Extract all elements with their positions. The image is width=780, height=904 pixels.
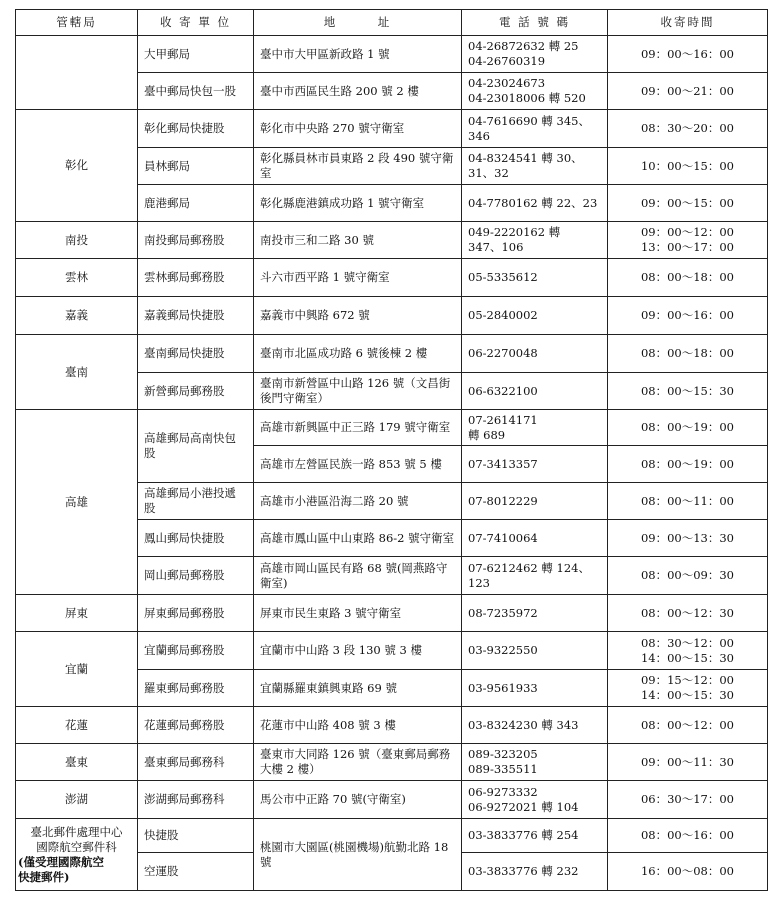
phone-line: 轉 689 [468,427,506,442]
unit-cell: 大甲郵局 [138,36,254,73]
unit-cell: 快捷股 [138,819,254,853]
address-cell: 南投市三和二路 30 號 [254,222,462,259]
hours-cell [608,36,768,73]
address-cell: 臺中市西區民生路 200 號 2 樓 [254,73,462,110]
unit-cell: 空運股 [138,853,254,891]
hours-cell [608,632,768,670]
address-cell: 臺南市新營區中山路 126 號（文昌街後門守衛室） [254,373,462,410]
table-row [16,259,768,297]
address-cell: 桃園市大園區(桃園機場)航勤北路 18 號 [254,819,462,891]
phone-line: 06-9273332 [468,784,538,799]
address-cell: 高雄市新興區中正三路 179 號守衛室 [254,410,462,446]
address-cell: 彰化市中央路 270 號守衛室 [254,110,462,148]
hours-line: 08：00～18：00 [640,346,735,360]
table-row [16,632,768,670]
region-cell: 彰化 [16,110,138,222]
region-line: 臺北郵件處理中心 [30,824,123,839]
phone-line: 07-3413357 [468,456,538,471]
phone-cell [462,446,608,483]
hours-cell [608,744,768,781]
region-cell: 臺東 [16,744,138,781]
phone-line: 347、106 [468,240,524,254]
phone-line: 03-9561933 [468,680,538,695]
hours-cell [608,110,768,148]
hours-cell [608,557,768,595]
phone-line: 07-6212462 轉 124、 [468,560,590,575]
region-note-line: (僅受理國際航空 [18,854,104,869]
phone-line: 04-7616690 轉 345、 [468,113,590,128]
unit-cell: 岡山郵局郵務股 [138,557,254,595]
table-row [16,110,768,148]
address-cell: 花蓮市中山路 408 號 3 樓 [254,707,462,744]
hours-cell [608,819,768,853]
hours-cell [608,595,768,632]
unit-cell: 臺東郵局郵務科 [138,744,254,781]
header-hours: 收寄時間 [608,10,768,36]
address-cell: 高雄市岡山區民有路 68 號(岡燕路守衛室) [254,557,462,595]
phone-line: 03-3833776 轉 254 [468,828,579,842]
phone-cell [462,222,608,259]
phone-line: 04-26872632 轉 25 [468,39,579,53]
unit-cell: 新營郵局郵務股 [138,373,254,410]
phone-cell [462,148,608,185]
hours-line: 09：00～13：30 [640,530,735,545]
phone-line: 06-6322100 [468,383,538,398]
phone-line: 08-7235972 [468,605,538,620]
hours-line: 08：00～19：00 [640,456,735,471]
phone-cell [462,373,608,410]
hours-line: 08：00～11：00 [640,493,735,508]
phone-line: 346 [468,128,490,143]
region-line: 國際航空郵件科 [36,839,117,854]
phone-cell [462,36,608,73]
hours-line: 10：00～15：00 [640,158,735,173]
hours-cell [608,707,768,744]
hours-line: 08：00～18：00 [640,270,735,284]
table-row [16,744,768,781]
header-address: 地 址 [254,10,462,36]
unit-cell: 高雄郵局小港投遞股 [138,483,254,520]
address-cell: 屏東市民生東路 3 號守衛室 [254,595,462,632]
hours-line: 13：00～17：00 [640,240,735,254]
unit-cell: 臺南郵局快捷股 [138,335,254,373]
hours-cell [608,853,768,891]
hours-cell [608,670,768,707]
phone-cell [462,632,608,670]
header-unit: 收 寄 單 位 [138,10,254,36]
table-row [16,781,768,819]
phone-cell [462,297,608,335]
region-cell: 雲林 [16,259,138,297]
phone-cell [462,781,608,819]
hours-line: 08：00～15：30 [640,383,735,398]
table-row [16,222,768,259]
hours-cell [608,259,768,297]
unit-cell: 鹿港郵局 [138,185,254,222]
phone-line: 07-7410064 [468,530,538,545]
table-row [16,335,768,373]
region-note-line: 快捷郵件) [18,869,70,884]
address-cell: 斗六市西平路 1 號守衛室 [254,259,462,297]
unit-cell: 彰化郵局快捷股 [138,110,254,148]
address-cell: 高雄市小港區沿海二路 20 號 [254,483,462,520]
hours-line: 08：30～12：00 [640,635,735,650]
region-cell [16,819,138,891]
unit-cell: 雲林郵局郵務股 [138,259,254,297]
hours-line: 09：00～16：00 [640,308,735,322]
phone-line: 04-23024673 [468,76,546,90]
hours-cell [608,446,768,483]
phone-line: 07-2614171 [468,412,538,427]
hours-line: 14：00～15：30 [640,650,735,665]
unit-cell: 嘉義郵局快捷股 [138,297,254,335]
phone-line: 03-3833776 轉 232 [468,864,579,878]
table-row [16,707,768,744]
phone-cell [462,520,608,557]
address-cell: 宜蘭縣羅東鎮興東路 69 號 [254,670,462,707]
hours-cell [608,520,768,557]
region-cell: 宜蘭 [16,632,138,707]
unit-cell: 高雄郵局高南快包股 [138,410,254,483]
hours-cell [608,410,768,446]
region-cell: 澎湖 [16,781,138,819]
phone-line: 089-323205 [468,747,538,761]
phone-line: 089-335511 [468,762,538,776]
phone-line: 06-9272021 轉 104 [468,799,579,814]
phone-line: 03-8324230 轉 343 [468,717,579,732]
phone-line: 03-9322550 [468,643,538,657]
hours-line: 09：00～15：00 [640,195,735,210]
hours-line: 09：00～12：00 [640,225,735,239]
unit-cell: 澎湖郵局郵務科 [138,781,254,819]
region-cell: 屏東 [16,595,138,632]
phone-cell [462,819,608,853]
hours-cell [608,148,768,185]
region-cell [16,36,138,110]
address-cell: 嘉義市中興路 672 號 [254,297,462,335]
phone-cell [462,335,608,373]
address-cell: 彰化縣鹿港鎮成功路 1 號守衛室 [254,185,462,222]
table-row [16,819,768,853]
phone-cell [462,595,608,632]
unit-cell: 臺中郵局快包一股 [138,73,254,110]
region-cell: 花蓮 [16,707,138,744]
phone-cell [462,557,608,595]
table-row [16,595,768,632]
header-row [16,10,768,36]
phone-line: 31、32 [468,166,509,180]
unit-cell: 員林郵局 [138,148,254,185]
hours-cell [608,781,768,819]
phone-line: 05-2840002 [468,308,538,322]
phone-cell [462,185,608,222]
hours-line: 14：00～15：30 [640,688,735,702]
hours-line: 08：00～09：30 [640,568,735,582]
hours-cell [608,483,768,520]
unit-cell: 宜蘭郵局郵務股 [138,632,254,670]
region-cell: 高雄 [16,410,138,595]
address-cell: 臺南市北區成功路 6 號後棟 2 樓 [254,335,462,373]
phone-line: 06-2270048 [468,346,538,360]
hours-line: 08：00～12：30 [640,605,735,620]
table-row [16,36,768,73]
phone-line: 04-8324541 轉 30、 [468,151,583,165]
hours-line: 08：00～12：00 [640,717,735,732]
unit-cell: 鳳山郵局快捷股 [138,520,254,557]
phone-line: 04-23018006 轉 520 [468,91,586,105]
phone-line: 04-7780162 轉 22、23 [468,195,598,210]
phone-line: 123 [468,575,490,590]
unit-cell: 羅東郵局郵務股 [138,670,254,707]
address-cell: 宜蘭市中山路 3 段 130 號 3 樓 [254,632,462,670]
phone-cell [462,744,608,781]
hours-cell [608,373,768,410]
phone-line: 04-26760319 [468,54,546,68]
phone-cell [462,707,608,744]
phone-cell [462,853,608,891]
address-cell: 高雄市左營區民族一路 853 號 5 樓 [254,446,462,483]
hours-line: 09：15～12：00 [640,673,735,687]
region-cell: 嘉義 [16,297,138,335]
table-row [16,410,768,446]
hours-cell [608,73,768,110]
table-row [16,297,768,335]
phone-cell [462,73,608,110]
hours-line: 08：00～16：00 [640,828,735,842]
phone-cell [462,670,608,707]
hours-line: 09：00～16：00 [640,46,735,61]
unit-cell: 南投郵局郵務股 [138,222,254,259]
document-page [15,9,767,891]
hours-line: 16：00～08：00 [640,864,735,878]
phone-line: 049-2220162 轉 [468,225,561,239]
hours-line: 09：00～11：30 [640,754,735,769]
hours-line: 09：00～21：00 [640,83,735,98]
hours-line: 08：30～20：00 [640,121,735,135]
region-cell: 南投 [16,222,138,259]
address-cell: 馬公市中正路 70 號(守衛室) [254,781,462,819]
hours-cell [608,222,768,259]
hours-cell [608,185,768,222]
header-phone: 電 話 號 碼 [462,10,608,36]
address-cell: 彰化縣員林市員東路 2 段 490 號守衛室 [254,148,462,185]
phone-line: 07-8012229 [468,493,538,508]
hours-cell [608,335,768,373]
region-cell: 臺南 [16,335,138,410]
hours-cell [608,297,768,335]
header-bureau: 管轄局 [16,10,138,36]
address-cell: 臺東市大同路 126 號（臺東郵局郵務大樓 2 樓） [254,744,462,781]
hours-line: 06：30～17：00 [640,792,735,806]
unit-cell: 屏東郵局郵務股 [138,595,254,632]
phone-line: 05-5335612 [468,270,538,284]
unit-cell: 花蓮郵局郵務股 [138,707,254,744]
phone-cell [462,410,608,446]
phone-cell [462,483,608,520]
address-cell: 高雄市鳳山區中山東路 86-2 號守衛室 [254,520,462,557]
post-office-table [15,9,768,891]
phone-cell [462,259,608,297]
address-cell: 臺中市大甲區新政路 1 號 [254,36,462,73]
phone-cell [462,110,608,148]
hours-line: 08：00～19：00 [640,420,735,434]
